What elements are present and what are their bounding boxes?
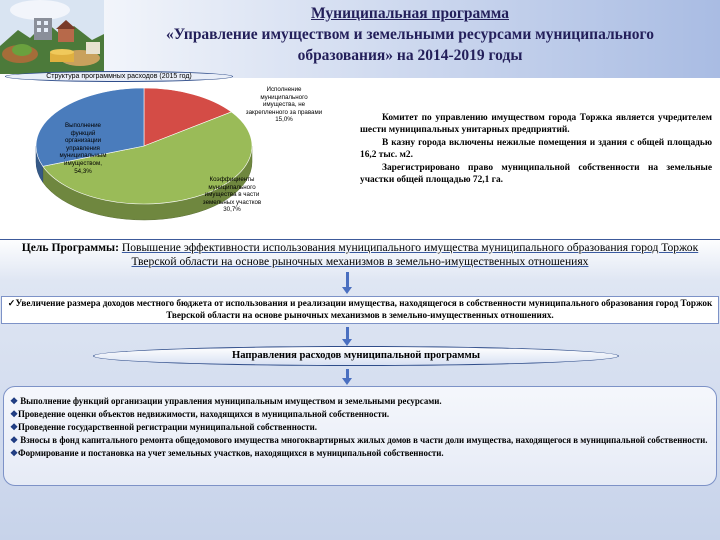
- committee-info: [360, 112, 712, 186]
- arrow-down-icon: [346, 272, 349, 289]
- list-item: [10, 421, 710, 434]
- pie-label-property-value: 15,0%: [275, 116, 293, 124]
- diamond-bullet-icon: ❖: [10, 422, 18, 433]
- diamond-bullet-icon: ❖: [10, 435, 18, 446]
- directions-heading: Направления расходов муниципальной программы: [93, 346, 619, 366]
- goal-divider: [0, 239, 720, 240]
- list-item-text: Проведение государственной регистрации муниципальной собственности.: [17, 422, 317, 433]
- list-item: [10, 395, 710, 408]
- list-item-text: Формирование и постановка на учет земельных участков, находящихся в муниципальной собственности.: [17, 448, 444, 459]
- list-item: [10, 434, 710, 447]
- pie-label-property: [244, 86, 324, 124]
- committee-paragraph-1: Комитет по управлению имуществом города Торжка является учредителем шести муниципальных унитарных предприятий.: [360, 113, 712, 136]
- pie-label-management-text: Выполнение функций организации управления муниципальным имуществом,: [59, 122, 107, 167]
- title-line-2: «Управление имуществом и земельными ресурсами муниципального: [166, 26, 654, 43]
- goal-label: Цель Программы:: [21, 241, 119, 254]
- arrow-down-icon: [346, 369, 349, 380]
- title-line-1: Муниципальная программа: [310, 5, 510, 22]
- pie-label-land-value: 30,7%: [223, 206, 241, 214]
- checkmark-icon: ✓: [7, 298, 16, 308]
- pie-label-management-value: 54,3%: [74, 167, 92, 175]
- list-item-text: Взносы в фонд капитального ремонта общедомового имущества многоквартирных жилых домов в части доли имущества, находящегося в муниципальной собственности.: [20, 435, 708, 446]
- pie-label-management: [52, 122, 114, 175]
- program-goal: [4, 241, 716, 269]
- arrow-down-icon: [346, 327, 349, 341]
- task-text: Увеличение размера доходов местного бюджета от использования и реализации имущества, находящегося в собственности муниципального образования город Торжок Тверской области на основе рыночных механизмов в земельно-имущественных отношениях.: [15, 298, 713, 321]
- list-item: [10, 447, 710, 460]
- diamond-bullet-icon: ❖: [10, 409, 18, 420]
- page-title: [104, 3, 716, 66]
- header-banner: [0, 0, 720, 78]
- pie-label-land: [198, 176, 266, 214]
- pie-label-property-text: Исполнение муниципального имущества, не закрепленного за правами: [245, 86, 323, 116]
- footer-band: [0, 490, 720, 540]
- pie-label-land-text: Коэффициенты муниципального имущества в части земельных участков: [202, 176, 262, 206]
- diamond-bullet-icon: ❖: [10, 396, 18, 406]
- committee-paragraph-2: В казну города включены нежилые помещения и здания с общей площадью 16,2 тыс. м2.: [360, 137, 712, 161]
- diamond-bullet-icon: ❖: [10, 448, 18, 459]
- list-item-text: Выполнение функций организации управления муниципальным имуществом и земельными ресурсами.: [20, 396, 442, 406]
- title-line-3: образования» на 2014-2019 годы: [297, 47, 523, 64]
- program-task: [1, 296, 719, 324]
- header-collage-image: [0, 0, 104, 74]
- list-item: [10, 408, 710, 421]
- goal-text: Повышение эффективности использования муниципального имущества муниципального образования город Торжок Тверской области на основе рыночных механизмов в земельно-имущественных отношениях: [121, 241, 699, 268]
- expense-structure-chart: [0, 82, 340, 240]
- expense-directions-list: [3, 386, 717, 486]
- chart-title: Структура программных расходов (2015 год): [5, 71, 233, 82]
- header-illustration: [0, 0, 104, 74]
- committee-paragraph-3: Зарегистрировано право муниципальной собственности на земельные участки общей площадью 72,1 га.: [360, 162, 712, 186]
- list-item-text: Проведение оценки объектов недвижимости, находящихся в муниципальной собственности.: [17, 409, 390, 420]
